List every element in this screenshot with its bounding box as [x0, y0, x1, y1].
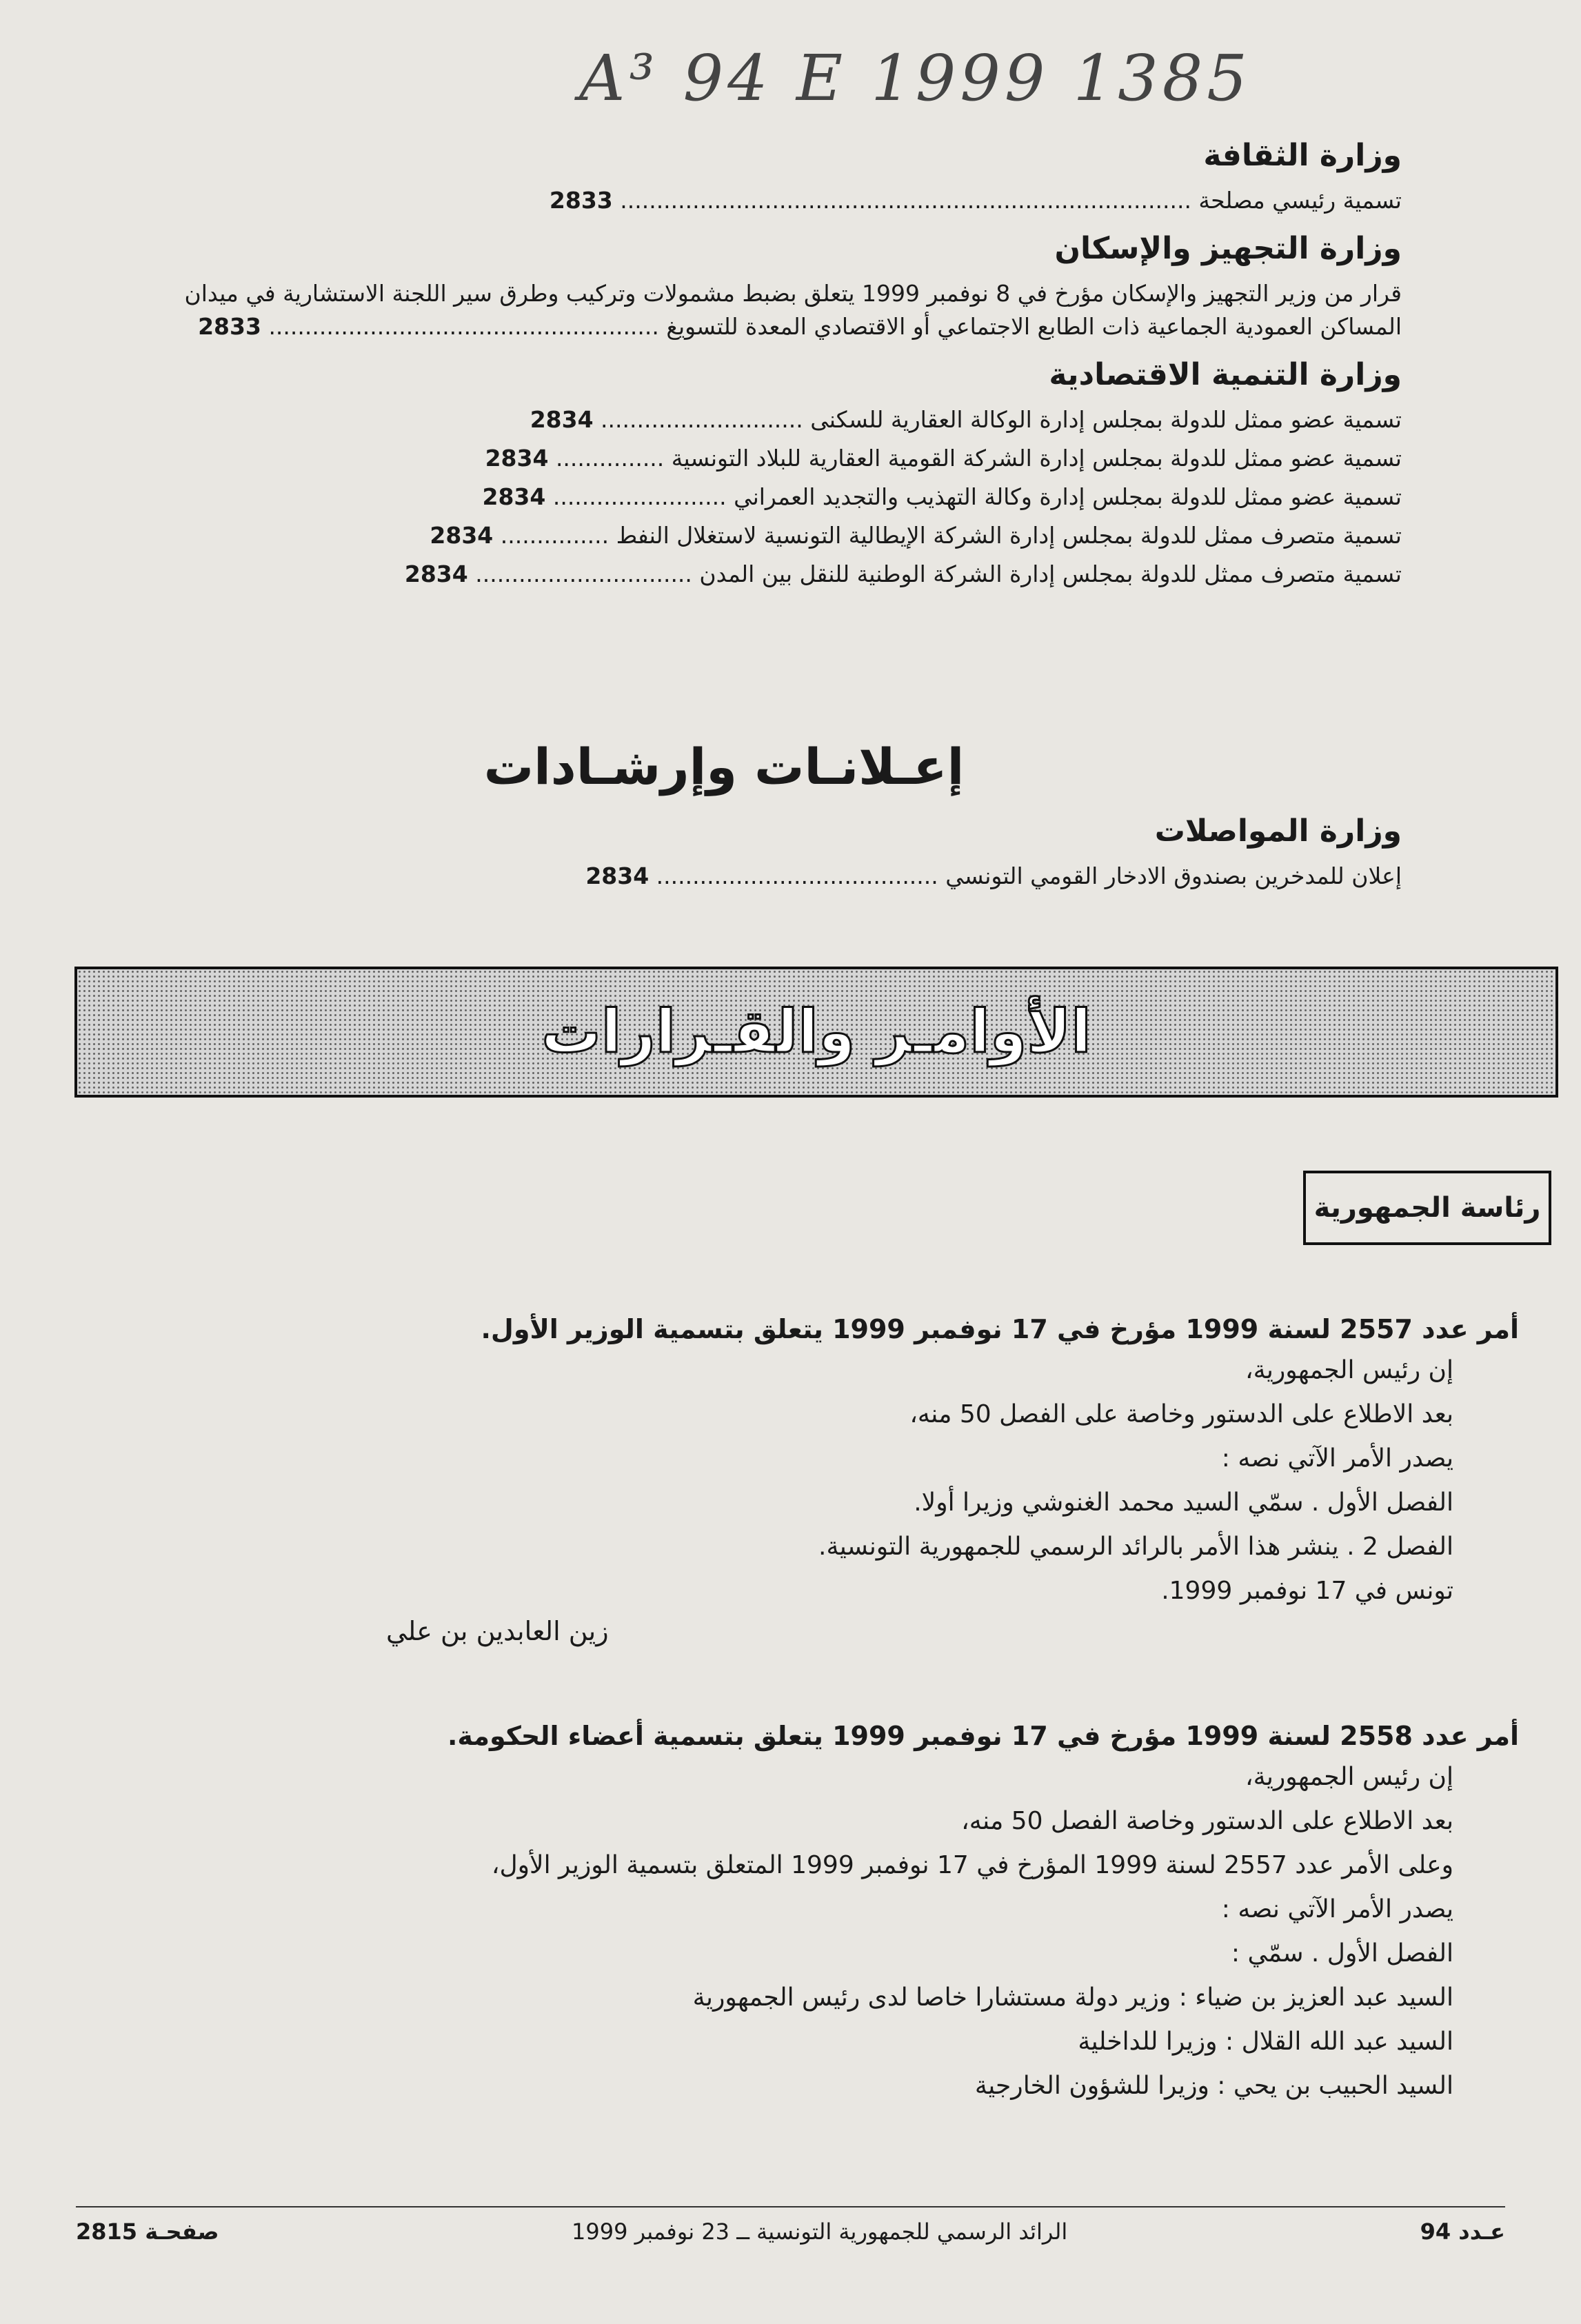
decree-line: الفصل 2 . ينشر هذا الأمر بالرائد الرسمي للجمهورية التونسية.	[818, 1533, 1453, 1561]
toc-entry: تسمية متصرف ممثل للدولة بمجلس إدارة الشركة الوطنية للنقل بين المدن .............................. 2834	[404, 560, 1402, 587]
footer-gazette-date: الرائد الرسمي للجمهورية التونسية ــ 23 نوفمبر 1999	[571, 2219, 1068, 2245]
toc-entry: تسمية عضو ممثل للدولة بمجلس إدارة الوكالة العقارية للسكنى ............................ 2834	[530, 406, 1402, 433]
footer-issue: عـدد 94	[1420, 2219, 1505, 2245]
toc-entry: تسمية متصرف ممثل للدولة بمجلس إدارة الشركة الإيطالية التونسية لاستغلال النفط ............... 2834	[430, 522, 1402, 549]
section-heading-presidency: رئاسة الجمهورية	[1303, 1171, 1551, 1245]
toc-entry: تسمية رئيسي مصلحة ............................................................................... 2833	[549, 187, 1402, 214]
decree-line: السيد عبد العزيز بن ضياء : وزير دولة مستشارا خاصا لدى رئيس الجمهورية	[692, 1983, 1453, 2012]
footer-divider	[76, 2206, 1505, 2207]
decree-line: وعلى الأمر عدد 2557 لسنة 1999 المؤرخ في 17 نوفمبر 1999 المتعلق بتسمية الوزير الأول،	[491, 1851, 1453, 1879]
handwritten-archive-note: A³ 94 E 1999 1385	[579, 41, 1251, 115]
toc-entry: تسمية عضو ممثل للدولة بمجلس إدارة وكالة التهذيب والتجديد العمراني ........................ 2834	[482, 483, 1402, 510]
decree-line: الفصل الأول . سمّي السيد محمد الغنوشي وزيرا أولا.	[914, 1488, 1453, 1517]
table-of-contents-announcements	[124, 800, 1402, 898]
footer-page-number: صفحـة 2815	[76, 2219, 219, 2245]
decree-title: أمر عدد 2557 لسنة 1999 مؤرخ في 17 نوفمبر 1999 يتعلق بتسمية الوزير الأول.	[481, 1314, 1519, 1344]
decree-line: إن رئيس الجمهورية،	[1245, 1763, 1453, 1791]
decree-line: يصدر الأمر الآتي نصه :	[1221, 1444, 1453, 1473]
table-of-contents	[124, 124, 1402, 596]
ministry-heading-transport: وزارة المواصلات	[1154, 814, 1402, 849]
page-footer	[76, 2219, 1505, 2245]
toc-entry: قرار من وزير التجهيز والإسكان مؤرخ في 8 نوفمبر 1999 يتعلق بضبط مشمولات وتركيب وطرق سير اللجنة الاستشارية في ميدان المساكن العمودية الجماعية ذات الطابع الاجتماعي أو الاقتصادي المعدة للتسويغ ...................................................... 2833	[184, 280, 1402, 340]
decree-line: السيد الحبيب بن يحي : وزيرا للشؤون الخارجية	[974, 2072, 1453, 2100]
banner-title: الأوامـر والقـرارات	[541, 998, 1091, 1067]
toc-entry: تسمية عضو ممثل للدولة بمجلس إدارة الشركة القومية العقارية للبلاد التونسية ............... 2834	[485, 445, 1402, 472]
decree-line: السيد عبد الله القلال : وزيرا للداخلية	[1078, 2028, 1453, 2056]
decree-title: أمر عدد 2558 لسنة 1999 مؤرخ في 17 نوفمبر 1999 يتعلق بتسمية أعضاء الحكومة.	[447, 1721, 1519, 1751]
ministry-heading-equipment: وزارة التجهيز والإسكان	[1054, 231, 1402, 266]
signature: زين العابدين بن علي	[386, 1616, 609, 1646]
decree-line: تونس في 17 نوفمبر 1999.	[1161, 1577, 1453, 1605]
decree-2557	[83, 1310, 1519, 1646]
decree-line: الفصل الأول . سمّي :	[1231, 1939, 1453, 1968]
announcements-title: إعـلانـات وإرشـادات	[483, 738, 965, 796]
ministry-heading-development: وزارة التنمية الاقتصادية	[1049, 357, 1402, 392]
orders-decisions-banner	[74, 967, 1558, 1098]
ministry-heading-culture: وزارة الثقافة	[1203, 138, 1402, 173]
decree-line: بعد الاطلاع على الدستور وخاصة على الفصل 50 منه،	[909, 1400, 1453, 1428]
toc-entry: إعلان للمدخرين بصندوق الادخار القومي التونسي ....................................... 2834	[585, 862, 1402, 889]
decree-line: يصدر الأمر الآتي نصه :	[1221, 1895, 1453, 1923]
decree-line: بعد الاطلاع على الدستور وخاصة الفصل 50 منه،	[961, 1807, 1453, 1835]
decree-2558	[83, 1717, 1519, 2108]
decree-line: إن رئيس الجمهورية،	[1245, 1356, 1453, 1384]
